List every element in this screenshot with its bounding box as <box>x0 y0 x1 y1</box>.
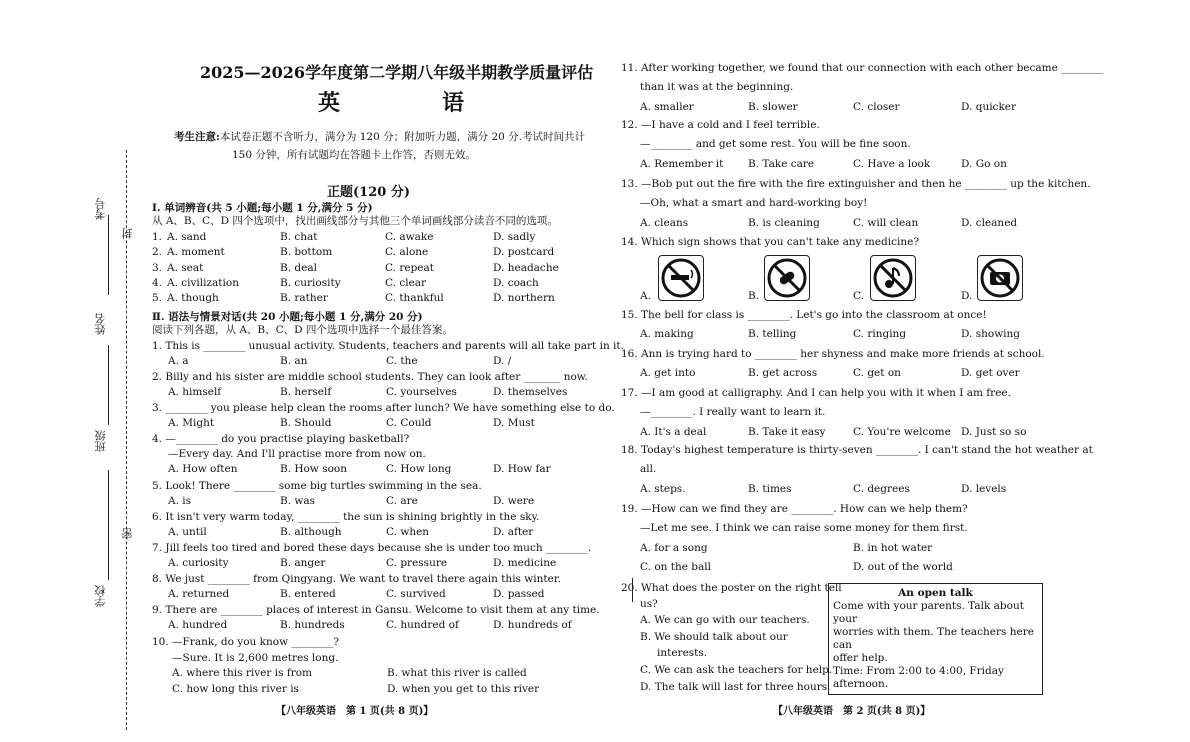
q14-stem: 14. Which sign shows that you can't take any medicine? <box>621 236 919 248</box>
school-underline <box>108 470 109 580</box>
q19-option-c: C. on the ball <box>640 561 711 573</box>
q11-option-c: C. closer <box>853 101 900 113</box>
part1-option-d: D. northern <box>493 292 555 304</box>
part1-option-c: C. repeat <box>385 262 434 274</box>
part2-option-b: B. Should <box>280 417 332 429</box>
part1-heading: Ⅰ. 单词辨音(共 5 小题;每小题 1 分,满分 5 分) <box>152 202 373 214</box>
part1-option-b: B. deal <box>280 262 317 274</box>
part2-option-c: C. pressure <box>386 557 448 569</box>
part1-q-number: 5. <box>152 292 163 304</box>
part2-option-c: C. How long <box>386 463 452 475</box>
part2-option-b: B. although <box>280 526 342 538</box>
q20-stem: 20. What does the poster on the right tell <box>621 582 842 594</box>
seal-char-bottom: 密 <box>121 528 134 539</box>
open-talk-poster <box>828 583 1043 695</box>
q12-stem: 12. —I have a cold and I feel terrible. <box>621 119 820 131</box>
part2-option-b: B. entered <box>280 588 336 600</box>
q17-stem: 17. —I am good at calligraphy. And I can help you with it when I am free. <box>621 387 1011 399</box>
part2-option-a: A. hundred <box>168 619 228 631</box>
part2-option-d: D. after <box>493 526 534 538</box>
part2-option-c: C. survived <box>386 588 446 600</box>
name-label: 姓名 <box>94 313 107 335</box>
q19-option-a: A. for a song <box>640 542 708 554</box>
q17-option-b: B. Take it easy <box>748 426 826 438</box>
q14-option-c: C. <box>853 290 864 302</box>
q20-margin-line <box>632 578 633 602</box>
q13-reply: —Oh, what a smart and hard-working boy! <box>640 197 868 209</box>
part1-option-c: C. awake <box>385 231 434 243</box>
part1-option-b: B. rather <box>280 292 328 304</box>
q11-reply: than it was at the beginning. <box>640 81 794 93</box>
q10-option-d: D. when you get to this river <box>387 683 540 695</box>
part1-option-d: D. headache <box>493 262 559 274</box>
q13-option-a: A. cleans <box>640 217 689 229</box>
part2-option-c: C. the <box>386 355 418 367</box>
q13-option-c: C. will clean <box>853 217 919 229</box>
part1-q-number: 4. <box>152 277 163 289</box>
part2-heading: Ⅱ. 语法与情景对话(共 20 小题;每小题 1 分,满分 20 分) <box>152 311 423 323</box>
part2-option-b: B. an <box>280 355 308 367</box>
q10-stem: 10. —Frank, do you know ________? <box>152 636 340 648</box>
q16-option-d: D. get over <box>961 367 1020 379</box>
q18-option-a: A. steps. <box>640 483 686 495</box>
q16-option-b: B. get across <box>748 367 818 379</box>
part2-option-a: A. himself <box>168 386 222 398</box>
class-label: 班级 <box>94 430 107 452</box>
q20-option-b-cont: interests. <box>657 647 708 659</box>
q13-option-b: B. is cleaning <box>748 217 820 229</box>
class-underline <box>108 345 109 425</box>
part2-option-a: A. until <box>168 526 207 538</box>
part1-option-c: C. clear <box>385 277 427 289</box>
q12-option-d: D. Go on <box>961 158 1007 170</box>
q15-stem: 15. The bell for class is ________. Let's go into the classroom at once! <box>621 309 987 321</box>
school-label: 学校 <box>94 585 107 607</box>
part1-option-a: A. sand <box>167 231 207 243</box>
q17-option-d: D. Just so so <box>961 426 1027 438</box>
part2-question-stem: 4. —________ do you practise playing basketball? <box>152 433 410 445</box>
part2-option-d: D. were <box>493 495 535 507</box>
part2-option-d: D. / <box>493 355 512 367</box>
part2-option-b: B. anger <box>280 557 326 569</box>
part2-question-stem: 5. Look! There ________ some big turtles swimming in the sea. <box>152 480 482 492</box>
q16-option-c: C. get on <box>853 367 901 379</box>
part1-option-d: D. coach <box>493 277 539 289</box>
part2-option-a: A. returned <box>168 588 230 600</box>
part1-q-number: 3. <box>152 262 163 274</box>
notice-label: 考生注意: <box>174 131 220 143</box>
part1-option-d: D. sadly <box>493 231 536 243</box>
q14-option-a: A. <box>640 290 651 302</box>
part1-option-b: B. bottom <box>280 246 333 258</box>
exam-title: 2025—2026学年度第二学期八年级半期教学质量评估 <box>200 63 594 82</box>
part2-option-c: C. yourselves <box>386 386 457 398</box>
part2-question-stem: 6. It isn't very warm today, ________ the sun is shining brightly in the sky. <box>152 511 540 523</box>
q13-stem: 13. —Bob put out the fire with the fire extinguisher and then he ________ up the kitchen. <box>621 178 1091 190</box>
q18-option-b: B. times <box>748 483 792 495</box>
q14-option-d: D. <box>961 290 973 302</box>
part1-option-b: B. chat <box>280 231 318 243</box>
q12-reply: —________ and get some rest. You will be fine soon. <box>640 138 911 150</box>
no-music-sign-icon <box>870 255 916 301</box>
q16-stem: 16. Ann is trying hard to ________ her shyness and make more friends at school. <box>621 348 1045 360</box>
part1-q-number: 1. <box>152 231 163 243</box>
part2-option-b: B. herself <box>280 386 332 398</box>
part2-option-c: C. when <box>386 526 430 538</box>
q11-option-d: D. quicker <box>961 101 1017 113</box>
q19-stem: 19. —How can we find they are ________. How can we help them? <box>621 503 968 515</box>
poster-line-3: offer help. <box>833 652 888 664</box>
part2-option-c: C. hundred of <box>386 619 459 631</box>
no-medicine-sign-icon <box>764 255 810 301</box>
q20-option-c: C. We can ask the teachers for help. <box>640 664 833 676</box>
part2-instructions: 阅读下列各题，从 A、B、C、D 四个选项中选择一个最佳答案。 <box>152 324 453 336</box>
q15-option-c: C. ringing <box>853 328 907 340</box>
part2-question-stem: 2. Billy and his sister are middle school students. They can look after _______ now. <box>152 371 588 383</box>
q19-option-b: B. in hot water <box>853 542 933 554</box>
q10-option-c: C. how long this river is <box>172 683 299 695</box>
name-underline <box>108 215 109 295</box>
q20-option-a: A. We can go with our teachers. <box>640 614 810 626</box>
part2-question-stem: 9. There are ________ places of interest in Gansu. Welcome to visit them at any time. <box>152 604 600 616</box>
poster-line-1: Come with your parents. Talk about your <box>833 600 1024 625</box>
q10-option-b: B. what this river is called <box>387 667 527 679</box>
part2-option-b: B. was <box>280 495 316 507</box>
part2-option-d: D. medicine <box>493 557 557 569</box>
q18-stem: 18. Today's highest temperature is thirty-seven ________. I can't stand the hot weather at <box>621 444 1093 456</box>
part2-option-b: B. hundreds <box>280 619 345 631</box>
q11-option-a: A. smaller <box>640 101 694 113</box>
q12-option-a: A. Remember it <box>640 158 724 170</box>
part1-instructions: 从 A、B、C、D 四个选项中，找出画线部分与其他三个单词画线部分读音不同的选项。 <box>152 215 558 227</box>
part1-option-c: C. alone <box>385 246 429 258</box>
notice-text-1: 本试卷正题不含听力，满分为 120 分；附加听力题，满分 20 分.考试时间共计 <box>219 131 585 143</box>
q19-reply: —Let me see. I think we can raise some money for them first. <box>640 522 968 534</box>
part2-question-reply: —Every day. And I'll practise more from now on. <box>168 448 426 460</box>
notice-line-1 <box>174 129 585 145</box>
part2-option-c: C. are <box>386 495 418 507</box>
part1-option-d: D. postcard <box>493 246 555 258</box>
q17-option-a: A. It's a deal <box>640 426 707 438</box>
part2-option-a: A. Might <box>168 417 215 429</box>
q14-option-b: B. <box>748 290 760 302</box>
q11-option-b: B. slower <box>748 101 798 113</box>
part1-option-a: A. moment <box>167 246 225 258</box>
part2-question-stem: 1. This is ________ unusual activity. Students, teachers and parents will all take part in it. <box>152 340 624 352</box>
q20-stem-cont: us? <box>640 598 658 610</box>
q20-option-b: B. We should talk about our <box>640 631 788 643</box>
q10-option-a: A. where this river is from <box>172 667 313 679</box>
q19-option-d: D. out of the world <box>853 561 953 573</box>
q13-option-d: D. cleaned <box>961 217 1018 229</box>
page-2-footer: 【八年级英语 第 2 页(共 8 页)】 <box>773 706 931 717</box>
q18-option-c: C. degrees <box>853 483 910 495</box>
part2-option-b: B. How soon <box>280 463 347 475</box>
part1-option-a: A. civilization <box>167 277 239 289</box>
poster-line-2: worries with them. The teachers here can <box>833 626 1034 651</box>
part2-option-d: D. Must <box>493 417 535 429</box>
part2-option-c: C. Could <box>386 417 432 429</box>
part2-question-stem: 7. Jill feels too tired and bored these days because she is under too much ________. <box>152 542 592 554</box>
part2-option-a: A. curiosity <box>168 557 229 569</box>
part2-option-d: D. passed <box>493 588 545 600</box>
part2-option-d: D. How far <box>493 463 551 475</box>
q15-option-b: B. telling <box>748 328 797 340</box>
part2-option-d: D. themselves <box>493 386 568 398</box>
part2-option-a: A. How often <box>168 463 238 475</box>
no-smoking-sign-icon <box>658 255 704 301</box>
seal-char-top: 封 <box>121 228 134 239</box>
q18-option-d: D. levels <box>961 483 1007 495</box>
exam-no-label: 考号 <box>94 198 107 220</box>
q18-reply: all. <box>640 463 657 475</box>
section-title: 正题(120 分) <box>327 185 410 200</box>
no-photo-sign-icon <box>977 255 1023 301</box>
q10-reply: —Sure. It is 2,600 metres long. <box>172 652 339 664</box>
q15-option-a: A. making <box>640 328 694 340</box>
part1-option-a: A. though <box>167 292 219 304</box>
q17-option-c: C. You're welcome <box>853 426 951 438</box>
part2-option-a: A. is <box>168 495 192 507</box>
notice-line-2: 150 分钟，所有试题均在答题卡上作答，否则无效。 <box>232 149 476 161</box>
part1-option-b: B. curiosity <box>280 277 341 289</box>
subject-title: 英 语 <box>318 90 505 116</box>
page-1-footer: 【八年级英语 第 1 页(共 8 页)】 <box>276 706 434 717</box>
q16-option-a: A. get into <box>640 367 696 379</box>
part1-option-c: C. thankful <box>385 292 444 304</box>
part2-question-stem: 8. We just ________ from Qingyang. We want to travel there again this winter. <box>152 573 562 585</box>
q15-option-d: D. showing <box>961 328 1021 340</box>
poster-title: An open talk <box>898 587 973 599</box>
poster-line-4: Time: From 2:00 to 4:00, Friday afternoon. <box>833 665 1004 690</box>
part1-option-a: A. seat <box>167 262 204 274</box>
part2-question-stem: 3. ________ you please help clean the rooms after lunch? We have something else to do. <box>152 402 615 414</box>
q12-option-b: B. Take care <box>748 158 815 170</box>
part2-option-d: D. hundreds of <box>493 619 572 631</box>
q20-option-d: D. The talk will last for three hours. <box>640 681 831 693</box>
q12-option-c: C. Have a look <box>853 158 931 170</box>
q11-stem: 11. After working together, we found that our connection with each other became ________ <box>621 62 1104 74</box>
q17-reply: —________. I really want to learn it. <box>640 406 826 418</box>
part1-q-number: 2. <box>152 246 163 258</box>
part2-option-a: A. a <box>168 355 189 367</box>
